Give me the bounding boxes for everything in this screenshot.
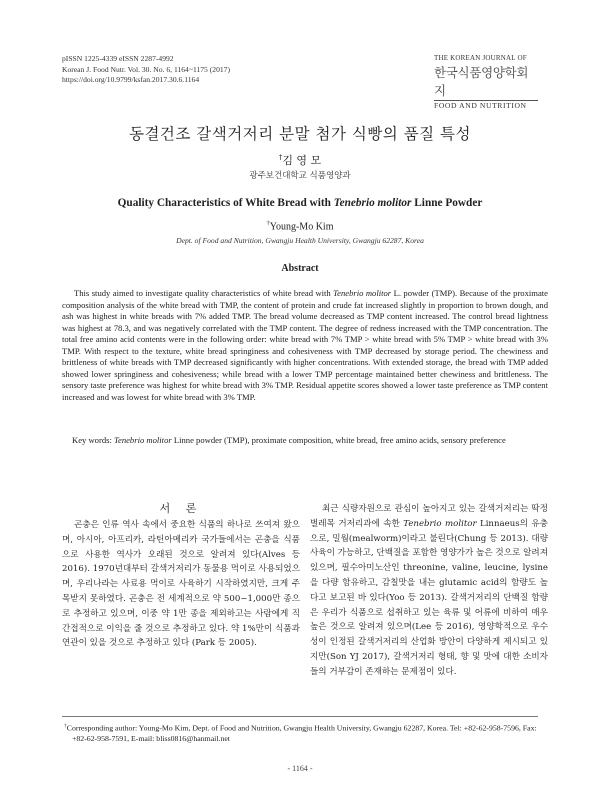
keywords — [62, 435, 548, 447]
footnote-mark: † — [64, 723, 67, 729]
footnote-divider — [62, 716, 538, 717]
abstract-text-1: This study aimed to investigate quality characteristics of white bread with — [74, 288, 334, 298]
abstract-text-2: L. powder (TMP). Because of the proximate composition analysis of the white bread with TMP, the content of protein and crude fat increased slightly in proportion to brown dough, and ash was highest in white breads with 7% added TMP. The bread volume decreased as TMP content increased. The control bread lightness was highest at 78.3, and was negatively correlated with the TMP content. The degree of redness increased with the TMP concentration. The total free amino acid contents were in the following order: white bread with 7% TMP > white bread with 5% TMP > white bread with 3% TMP. With respect to the texture, white bread springiness and cohesiveness with TMP decreased by storage period. The chewiness and brittleness of white breads with TMP decreased significantly with higher concentrations. With extended storage, the bread with TMP added showed lower springiness and cohesiveness; while bread with a lower TMP percentage maintained better chewiness and brittleness. The sensory taste preference was highest for white bread with 3% TMP. Residual appetite scores showed a lower taste preference as TMP content increased and was lowest for white bread with 3% TMP. — [62, 288, 548, 402]
page-number: - 1164 - — [287, 764, 313, 773]
citation-line: Korean J. Food Nutr. Vol. 30. No. 6, 1164~1175 (2017) — [62, 64, 231, 74]
abstract-body — [62, 288, 548, 403]
title-english — [0, 197, 600, 209]
keywords-label: Key words: — [72, 435, 115, 445]
intro-left-column: 곤충은 인류 역사 속에서 중요한 식품의 하나로 쓰여져 왔으며, 아시아, 아프리카, 라틴아메리카 국가들에서는 곤충을 식품으로 사용한 역사가 오래된 것으로 알려져 있다(Alves 등 2016). 1970년대부터 갈색거저리가 동물용 먹이로 사용되었으며, 우리나라는 사료용 먹이로 사육하기 시작하였지만, 크게 주목받지 못하였다. 곤충은 전 세계적으로 약 500~1,000만 종으로 추정하고 있으며, 이중 약 1만 종을 제외하고는 사람에게 직간접적으로 이익을 줄 것으로 추정하고 있다. 약 1%만이 식품과 연관이 있을 것으로 추정하고 있다 (Park 등 2005). — [62, 520, 300, 649]
affiliation-english: Dept. of Food and Nutrition, Gwangju Health University, Gwangju 62287, Korea — [176, 236, 424, 245]
journal-name-en-bottom: FOOD AND NUTRITION — [434, 101, 527, 110]
author-en-mark: † — [266, 220, 270, 227]
title-en-species: Tenebrio molitor — [333, 197, 412, 209]
journal-name-ko: 한국식품영양학회지 — [434, 65, 529, 98]
author-korean — [0, 152, 600, 168]
abstract-heading: Abstract — [281, 263, 319, 274]
corresponding-author-footnote — [62, 721, 538, 745]
affiliation-korean: 광주보건대학교 식품영양과 — [249, 171, 351, 181]
author-name-en: Young-Mo Kim — [269, 221, 334, 233]
footnote-text: Corresponding author: Young-Mo Kim, Dept. of Food and Nutrition, Gwangju Health University, Gwangju 62287, Korea. Tel: +82-62-958-7596, Fax: +82-62-958-7591, E-mail: bliss0816@hanmail.net — [66, 723, 537, 744]
journal-masthead — [434, 54, 538, 110]
right-col-text-1: 최근 식량자원으로 관심이 높아지고 있는 갈색거저리는 딱정벌레목 거저리과에 속한 — [310, 504, 548, 529]
abstract-species: Tenebrio molitor — [333, 288, 392, 298]
title-en-part1: Quality Characteristics of White Bread with — [117, 197, 334, 209]
title-korean: 동결건조 갈색거저리 분말 첨가 식빵의 품질 특성 — [128, 125, 472, 143]
issn-line: pISSN 1225-4339 eISSN 2287-4992 — [62, 54, 174, 63]
right-col-species: Tenebrio molitor — [403, 518, 477, 529]
right-col-text-2: Linnaeus의 유충으로, 밀웜(mealworm)이라고 불린다(Chung 등 2013). 대량 사육이 가능하고, 단백질을 포함한 영양가가 높은 것으로 알려져 있으며, 필수아미노산인 threonine, valine, leucine, lysine을 다량 함유하고, 감칠맛을 내는 glutamic acid의 함량도 높다고 보고된 바 있다(Yoo 등 2013). 갈색거저리의 단백질 함량은 우리가 식품으로 섭취하고 있는 육류 및 어류에 비하여 매우 높은 것으로 알려져 있으며(Lee 등 2016), 영양학적으로 우수성이 인정된 갈색거저리의 산업화 방안이 다양하게 제시되고 있지만(Son YJ 2017), 갈색거저리 형태, 향 및 맛에 대한 소비자들의 거부감이 존재하는 문제점이 있다. — [310, 518, 548, 677]
author-mark: † — [278, 153, 283, 162]
keywords-text: Linne powder (TMP), proximate composition, white bread, free amino acids, sensory preference — [171, 435, 506, 445]
journal-name-en-top: THE KOREAN JOURNAL OF — [434, 54, 527, 62]
title-en-part2: Linne Powder — [411, 197, 483, 209]
citation-header — [62, 54, 230, 86]
author-english — [0, 220, 600, 232]
keywords-species: Tenebrio molitor — [114, 435, 172, 445]
doi-link[interactable]: https://doi.org/10.9799/ksfan.2017.30.6.1164 — [62, 75, 200, 84]
section-title-introduction: 서 론 — [159, 502, 203, 515]
author-name-ko: 김 영 모 — [282, 154, 322, 167]
intro-right-column — [310, 502, 548, 680]
